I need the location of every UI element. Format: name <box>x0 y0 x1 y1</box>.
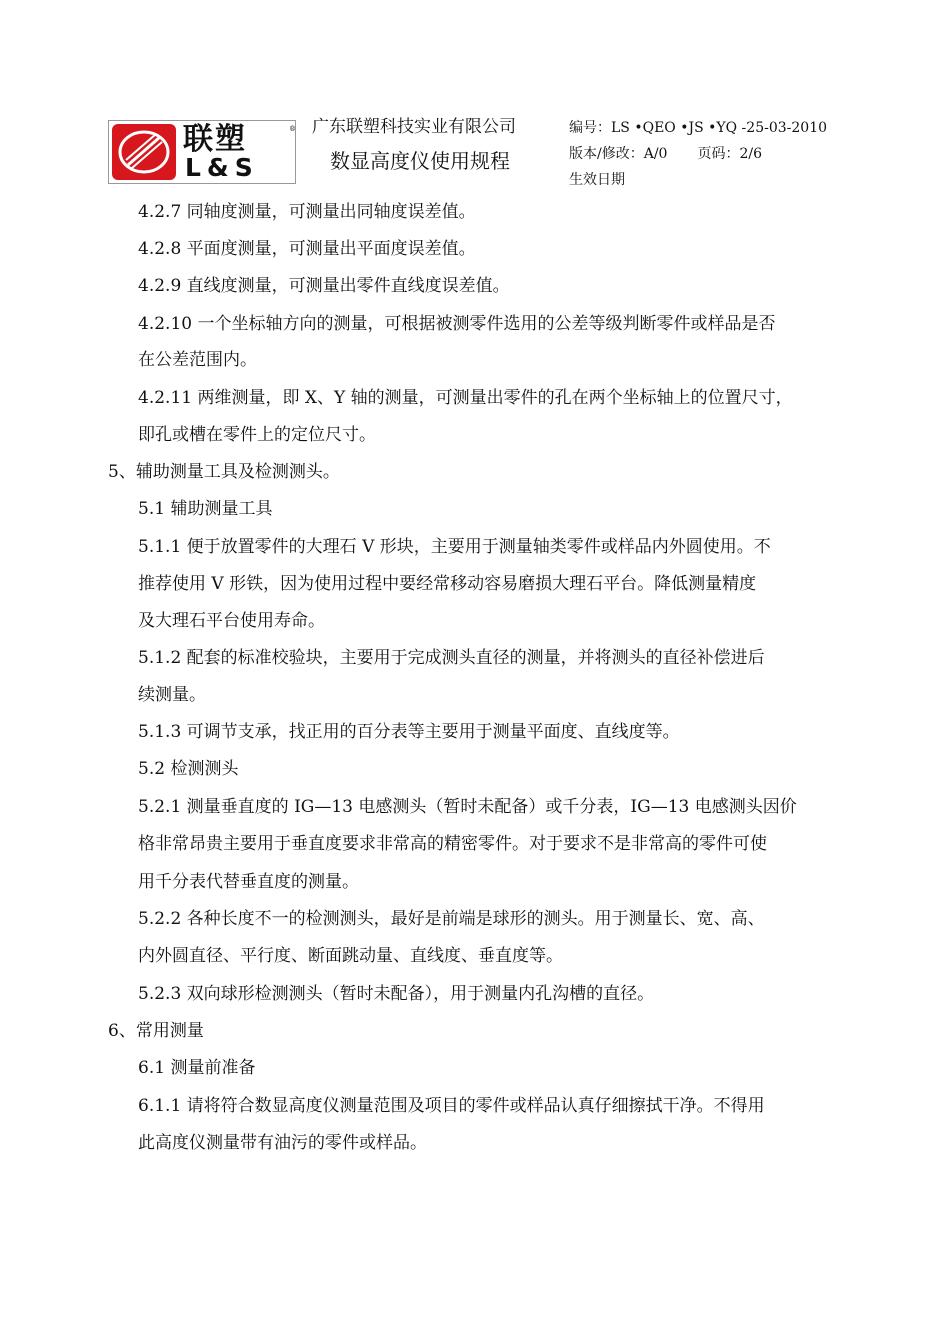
body-line: 5.2.1 测量垂直度的 IG—13 电感测头（暂时未配备）或千分表，IG—13 电感测头因价 <box>138 797 797 817</box>
company-name: 广东联塑科技实业有限公司 <box>312 117 516 137</box>
body-line: 4.2.9 直线度测量，可测量出零件直线度误差值。 <box>138 276 510 296</box>
body-line: 6.1 测量前准备 <box>138 1058 256 1078</box>
company-logo <box>108 120 296 184</box>
logo-emblem-icon <box>112 124 176 180</box>
body-line: 5.1 辅助测量工具 <box>138 499 273 519</box>
body-line: 5.1.2 配套的标准校验块，主要用于完成测头直径的测量，并将测头的直径补偿进后 <box>138 648 765 668</box>
body-line: 5.1.3 可调节支承，找正用的百分表等主要用于测量平面度、直线度等。 <box>138 722 680 742</box>
body-line: 5.2.3 双向球形检测测头（暂时未配备），用于测量内孔沟槽的直径。 <box>138 984 655 1004</box>
body-line: 即孔或槽在零件上的定位尺寸。 <box>138 425 376 445</box>
body-line: 内外圆直径、平行度、断面跳动量、直线度、垂直度等。 <box>138 946 563 966</box>
body-line: 及大理石平台使用寿命。 <box>138 611 325 631</box>
body-line: 5.2.2 各种长度不一的检测测头，最好是前端是球形的测头。用于测量长、宽、高、 <box>138 909 765 929</box>
page-header <box>108 114 848 194</box>
document-title: 数显高度仪使用规程 <box>330 149 510 173</box>
logo-registered-mark: ® <box>289 125 296 133</box>
body-line: 4.2.11 两维测量，即 X、Y 轴的测量，可测量出零件的孔在两个坐标轴上的位置尺寸， <box>138 388 793 408</box>
body-line: 5.2 检测测头 <box>138 759 239 779</box>
logo-english-text: L&S <box>185 153 259 182</box>
body-line: 在公差范围内。 <box>138 350 257 370</box>
document-version: 版本/修改：A/0 <box>569 146 668 162</box>
body-line: 5、辅助测量工具及检测测头。 <box>108 462 340 482</box>
document-code: 编号：LS •QEO •JS •YQ -25-03-2010 <box>569 120 828 136</box>
body-line: 6.1.1 请将符合数显高度仪测量范围及项目的零件或样品认真仔细擦拭干净。不得用 <box>138 1096 765 1116</box>
version-page-row <box>569 144 762 164</box>
logo-chinese-text: 联塑 <box>183 122 247 157</box>
body-line: 4.2.8 平面度测量，可测量出平面度误差值。 <box>138 239 476 259</box>
body-line: 此高度仪测量带有油污的零件或样品。 <box>138 1133 427 1153</box>
body-line: 4.2.7 同轴度测量，可测量出同轴度误差值。 <box>138 202 476 222</box>
page-number: 页码：2/6 <box>697 146 762 162</box>
body-line: 格非常昂贵主要用于垂直度要求非常高的精密零件。对于要求不是非常高的零件可使 <box>138 834 767 854</box>
body-line: 4.2.10 一个坐标轴方向的测量，可根据被测零件选用的公差等级判断零件或样品是否 <box>138 314 776 334</box>
body-line: 续测量。 <box>138 685 206 705</box>
body-line: 用千分表代替垂直度的测量。 <box>138 872 359 892</box>
effective-date-label: 生效日期 <box>569 172 625 188</box>
body-line: 6、常用测量 <box>108 1021 204 1041</box>
body-line: 推荐使用 V 形铁，因为使用过程中要经常移动容易磨损大理石平台。降低测量精度 <box>138 574 757 594</box>
body-line: 5.1.1 便于放置零件的大理石 V 形块，主要用于测量轴类零件或样品内外圆使用。不 <box>138 537 771 557</box>
